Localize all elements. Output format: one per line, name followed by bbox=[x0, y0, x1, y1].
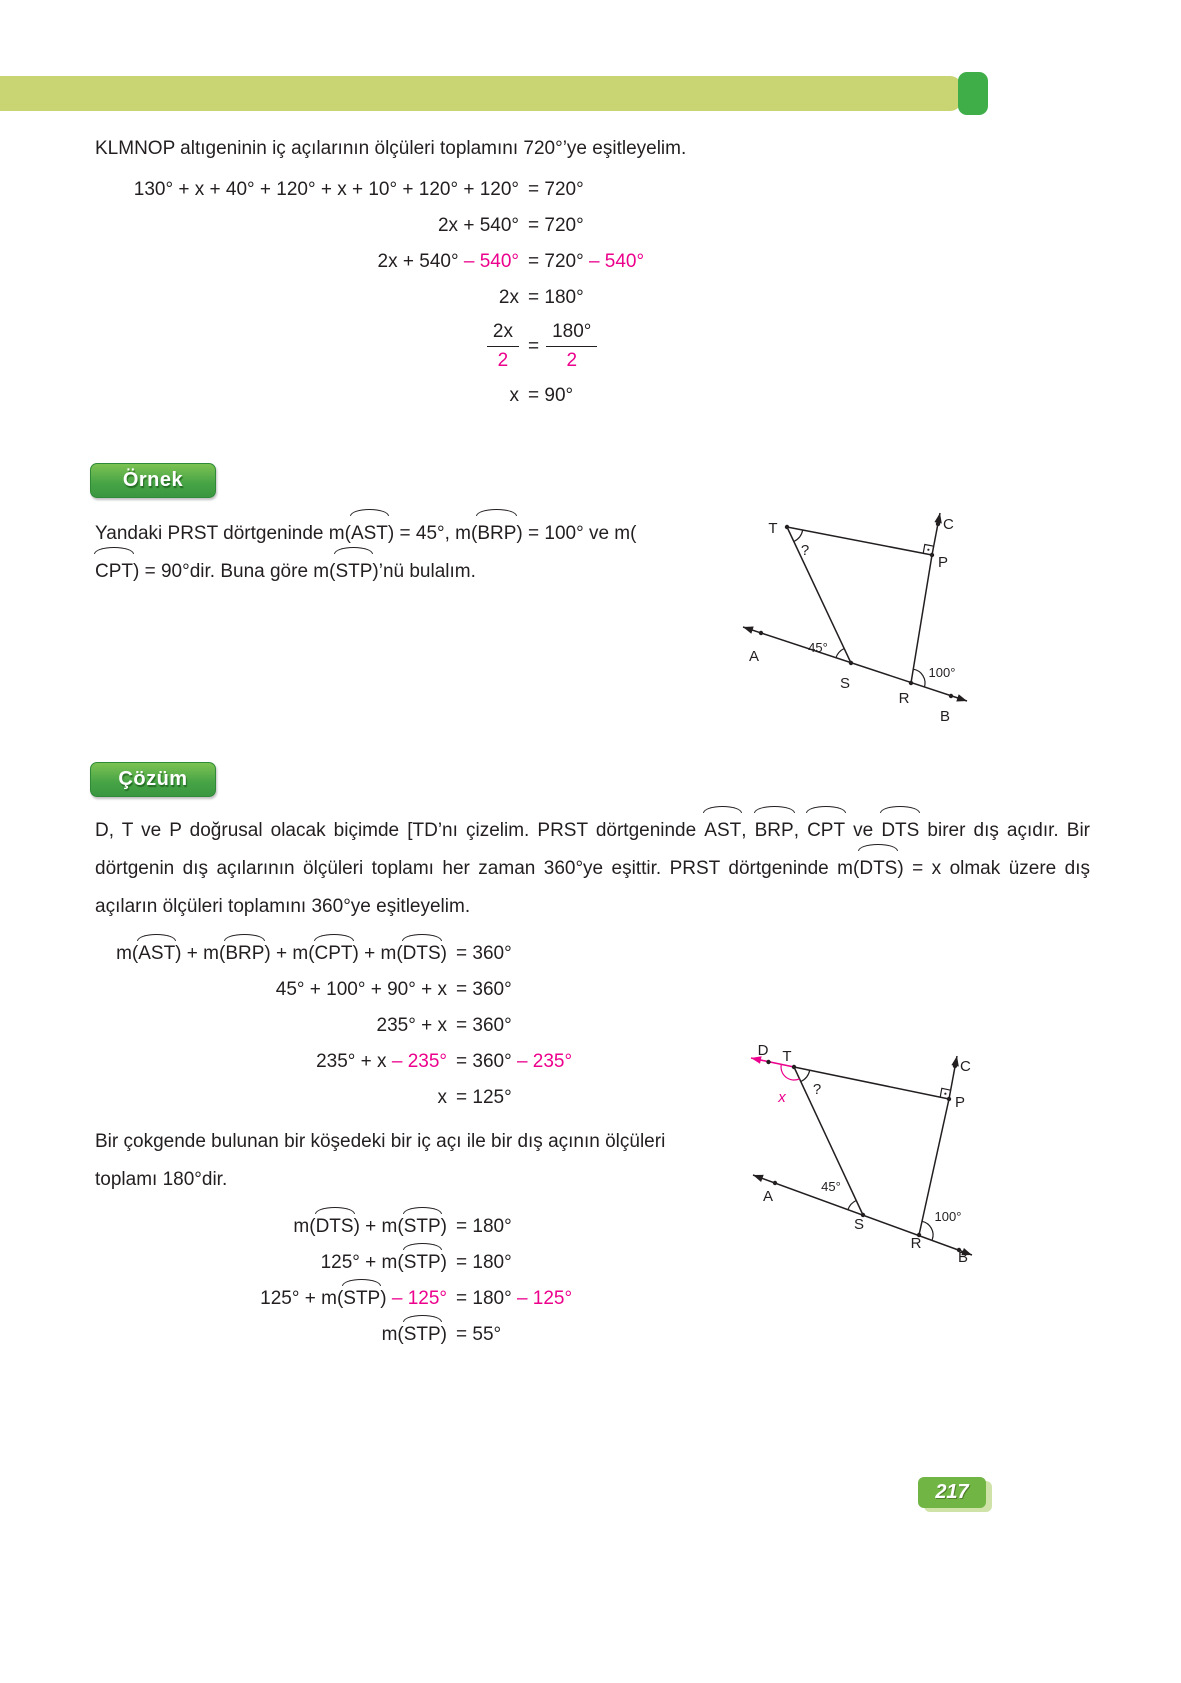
text-segment: ) bbox=[440, 943, 447, 964]
arc-notation: STP bbox=[343, 1285, 380, 1312]
text-segment: 2x + 540° bbox=[437, 215, 519, 236]
text-segment: = 360° bbox=[456, 1051, 517, 1072]
solution-paragraph bbox=[95, 812, 1090, 926]
angle-arc-S bbox=[836, 649, 844, 659]
equation-row bbox=[95, 176, 1090, 203]
text-segment: ) + m( bbox=[353, 1216, 404, 1237]
arc-notation: CPT bbox=[95, 553, 133, 591]
arc-notation: CPT bbox=[315, 940, 353, 967]
text-segment: m( bbox=[116, 943, 139, 964]
text-segment: = 125° bbox=[456, 1087, 512, 1108]
text-segment: ) = x olmak üzere dış açıların ölçüleri toplamını 360°ye eşitleyelim. bbox=[95, 858, 1090, 917]
text-segment: ) bbox=[440, 1216, 447, 1237]
text-segment: Yandaki PRST dörtgeninde m( bbox=[95, 523, 351, 544]
equation-lhs bbox=[95, 1249, 447, 1276]
fraction bbox=[487, 320, 519, 373]
text-segment: m( bbox=[293, 1216, 316, 1237]
text-segment: = 360° bbox=[456, 979, 512, 1000]
equation-rhs bbox=[456, 1285, 743, 1312]
example-text bbox=[95, 515, 647, 591]
point-A bbox=[773, 1181, 777, 1185]
label-B: B bbox=[939, 708, 951, 725]
label-T: T bbox=[768, 520, 778, 537]
text-segment: ) = 45°, m( bbox=[387, 523, 478, 544]
text-segment: birer dış açıdır. Bir dörtgenin dış açılarının ölçüleri toplamı her zaman 360°ye eşittir. PRST dörtgeninde m( bbox=[95, 820, 1090, 879]
equation-lhs bbox=[95, 1084, 447, 1111]
text-segment: ve bbox=[845, 820, 882, 841]
highlighted-term: – 235° bbox=[516, 1051, 573, 1072]
equation-lhs bbox=[95, 1285, 447, 1312]
label-R: R bbox=[910, 1235, 922, 1252]
interior-exterior-note: Bir çokgende bulunan bir köşedeki bir iç açı ile bir dış açının ölçüleri toplamı 180°dir. bbox=[95, 1131, 666, 1190]
equation-block-3 bbox=[95, 1213, 743, 1348]
equation-rhs bbox=[456, 1084, 743, 1111]
highlighted-term: – 125° bbox=[391, 1288, 447, 1309]
angle-arc-T bbox=[794, 530, 803, 542]
text-segment: = 360° bbox=[456, 943, 512, 964]
arc-notation: BRP bbox=[225, 940, 264, 967]
point-D bbox=[766, 1060, 770, 1064]
label-T: T bbox=[782, 1048, 792, 1065]
text-segment: 130° + x + 40° + 120° + x + 10° + 120° + 120° bbox=[133, 179, 519, 200]
point-R bbox=[909, 681, 913, 685]
point-T bbox=[792, 1065, 796, 1069]
text-segment: = 180° bbox=[528, 287, 584, 308]
equation-row bbox=[95, 940, 743, 967]
equation-lhs bbox=[95, 176, 519, 203]
label-C: C bbox=[943, 516, 954, 533]
text-segment: 125° + m( bbox=[320, 1252, 404, 1273]
label-D: D bbox=[757, 1042, 769, 1059]
point-P bbox=[947, 1097, 951, 1101]
arc-notation: CPT bbox=[807, 812, 845, 850]
arc-notation: BRP bbox=[755, 812, 794, 850]
point-C bbox=[953, 1064, 957, 1068]
arc-notation: STP bbox=[404, 1213, 441, 1240]
equation-rhs bbox=[528, 382, 1090, 409]
text-segment: ) + m( bbox=[352, 943, 403, 964]
text-segment: ) = 100° ve m( bbox=[516, 523, 637, 544]
label-A: A bbox=[762, 1188, 774, 1205]
text-segment: 45° + 100° + 90° + x bbox=[275, 979, 447, 1000]
text-segment: = 720° bbox=[528, 251, 589, 272]
equation-row-fraction bbox=[95, 320, 1090, 373]
arc-notation: DTS bbox=[881, 812, 919, 850]
equation-rhs bbox=[456, 1249, 743, 1276]
highlighted-term: – 235° bbox=[391, 1051, 447, 1072]
arc-notation: AST bbox=[351, 515, 388, 553]
ornek-badge: Örnek bbox=[90, 463, 216, 498]
text-segment: m( bbox=[381, 1324, 404, 1345]
cozum-badge: Çözüm bbox=[90, 762, 216, 797]
fraction-denominator: 2 bbox=[566, 350, 578, 371]
equation-rhs bbox=[528, 176, 1090, 203]
example-section bbox=[95, 505, 1090, 750]
equation-row bbox=[95, 1048, 743, 1075]
label-B: B bbox=[957, 1249, 969, 1266]
equation-row bbox=[95, 382, 1090, 409]
equation-block-2 bbox=[95, 940, 743, 1111]
fraction-numerator: 2x bbox=[487, 320, 519, 347]
arc-notation: DTS bbox=[403, 940, 441, 967]
equation-block-1 bbox=[95, 176, 1090, 409]
equation-rhs bbox=[456, 1012, 743, 1039]
equation-row bbox=[95, 1213, 743, 1240]
section-header-bar bbox=[0, 76, 962, 111]
text-segment: ) bbox=[440, 1324, 447, 1345]
arc-notation: AST bbox=[704, 812, 741, 850]
equation-lhs bbox=[95, 320, 519, 373]
intro-section bbox=[95, 136, 1090, 418]
equation-rhs bbox=[456, 976, 743, 1003]
right-angle-dot bbox=[927, 549, 929, 551]
equation-rhs bbox=[456, 1048, 743, 1075]
equation-rhs bbox=[456, 1213, 743, 1240]
text-segment: 235° + x bbox=[316, 1051, 392, 1072]
label-R: R bbox=[898, 690, 910, 707]
angle-label-100: 100° bbox=[934, 1209, 962, 1224]
equals-sign: = bbox=[528, 335, 540, 357]
point-C bbox=[936, 522, 940, 526]
solution-figure bbox=[737, 1040, 992, 1278]
equation-row bbox=[95, 1249, 743, 1276]
label-P: P bbox=[938, 554, 949, 571]
line-AB bbox=[743, 627, 967, 701]
equation-rhs bbox=[456, 1321, 743, 1348]
equation-row bbox=[95, 212, 1090, 239]
equation-rhs bbox=[528, 212, 1090, 239]
point-A bbox=[759, 631, 763, 635]
angle-label-question: ? bbox=[812, 1081, 822, 1098]
text-segment: ) + m( bbox=[175, 943, 226, 964]
segment-RP bbox=[911, 555, 932, 683]
equation-lhs bbox=[95, 1321, 447, 1348]
label-P: P bbox=[955, 1094, 966, 1111]
page-number-badge: 217 bbox=[918, 1477, 986, 1508]
arc-notation: STP bbox=[404, 1321, 441, 1348]
angle-label-45: 45° bbox=[808, 640, 828, 655]
right-angle-dot bbox=[944, 1093, 946, 1095]
arc-notation: STP bbox=[335, 553, 372, 591]
equation-lhs bbox=[95, 1012, 447, 1039]
text-segment: = 55° bbox=[456, 1324, 502, 1345]
text-segment: = 360° bbox=[456, 1015, 512, 1036]
highlighted-term: – 540° bbox=[463, 251, 519, 272]
arrowhead-left-icon bbox=[753, 1175, 764, 1182]
section-header-bar-cap bbox=[958, 72, 988, 115]
text-segment: 2x + 540° bbox=[377, 251, 464, 272]
text-segment: = 720° bbox=[528, 215, 584, 236]
text-segment: = 90° bbox=[528, 385, 574, 406]
equation-lhs bbox=[95, 1048, 447, 1075]
highlighted-term: – 540° bbox=[588, 251, 645, 272]
text-segment: 125° + m( bbox=[260, 1288, 344, 1309]
angle-label-100: 100° bbox=[928, 665, 956, 680]
text-segment: 235° + x bbox=[376, 1015, 447, 1036]
label-C: C bbox=[960, 1058, 971, 1075]
equation-row bbox=[95, 1012, 743, 1039]
equation-rhs bbox=[456, 940, 743, 967]
text-segment: ) bbox=[380, 1288, 392, 1309]
equation-row bbox=[95, 1321, 743, 1348]
text-segment: D, T ve P doğrusal olacak biçimde [TD’nı çizelim. PRST dörtgeninde bbox=[95, 820, 705, 841]
arc-notation: DTS bbox=[316, 1213, 354, 1240]
point-P bbox=[930, 553, 934, 557]
arc-notation: BRP bbox=[477, 515, 516, 553]
equation-row bbox=[95, 248, 1090, 275]
text-segment: = 180° bbox=[456, 1216, 512, 1237]
arc-notation: DTS bbox=[859, 850, 897, 888]
arc-notation: AST bbox=[138, 940, 175, 967]
equation-row bbox=[95, 976, 743, 1003]
equation-row bbox=[95, 1084, 743, 1111]
label-S: S bbox=[853, 1216, 865, 1233]
text-segment: = 180° bbox=[456, 1288, 517, 1309]
highlighted-term: – 125° bbox=[516, 1288, 573, 1309]
angle-label-question: ? bbox=[800, 542, 810, 559]
text-segment: ) bbox=[440, 1252, 447, 1273]
equation-lhs bbox=[95, 1213, 447, 1240]
text-segment: x bbox=[509, 385, 519, 406]
intro-text: KLMNOP altıgeninin iç açılarının ölçüleri toplamını 720°’ye eşitleyelim. bbox=[95, 138, 687, 159]
equation-lhs bbox=[95, 976, 447, 1003]
fraction bbox=[546, 320, 597, 373]
text-segment: ) = 90°dir. Buna göre m( bbox=[133, 561, 336, 582]
equation-rhs bbox=[528, 248, 1090, 275]
equation-row bbox=[95, 284, 1090, 311]
angle-label-x: x bbox=[778, 1089, 786, 1106]
point-B bbox=[949, 694, 953, 698]
arrowhead-right-icon bbox=[956, 694, 967, 701]
point-T bbox=[785, 525, 789, 529]
label-A: A bbox=[748, 648, 760, 665]
fraction-numerator: 180° bbox=[546, 320, 597, 347]
angle-arc-T bbox=[801, 1070, 810, 1081]
equation-rhs bbox=[528, 320, 1090, 373]
label-S: S bbox=[839, 675, 851, 692]
text-segment: )’nü bulalım. bbox=[372, 561, 476, 582]
equation-lhs bbox=[95, 212, 519, 239]
equation-lhs bbox=[95, 382, 519, 409]
text-segment: ) + m( bbox=[264, 943, 315, 964]
point-S bbox=[849, 661, 853, 665]
equation-row bbox=[95, 1285, 743, 1312]
example-figure bbox=[735, 505, 985, 733]
angle-arc-S bbox=[848, 1201, 856, 1210]
equation-rhs bbox=[528, 284, 1090, 311]
equation-lhs bbox=[95, 284, 519, 311]
arc-notation: STP bbox=[404, 1249, 441, 1276]
angle-label-45: 45° bbox=[821, 1179, 841, 1194]
text-segment: = 180° bbox=[456, 1252, 512, 1273]
solution-section bbox=[95, 812, 1090, 1357]
text-segment: , bbox=[793, 820, 808, 841]
equation-lhs bbox=[95, 248, 519, 275]
text-segment: x bbox=[437, 1087, 447, 1108]
text-segment: = 720° bbox=[528, 179, 584, 200]
text-segment: , bbox=[741, 820, 755, 841]
arrowhead-left-icon bbox=[743, 627, 754, 634]
equation-lhs bbox=[95, 940, 447, 967]
fraction-denominator: 2 bbox=[497, 350, 509, 371]
text-segment: 2x bbox=[498, 287, 519, 308]
